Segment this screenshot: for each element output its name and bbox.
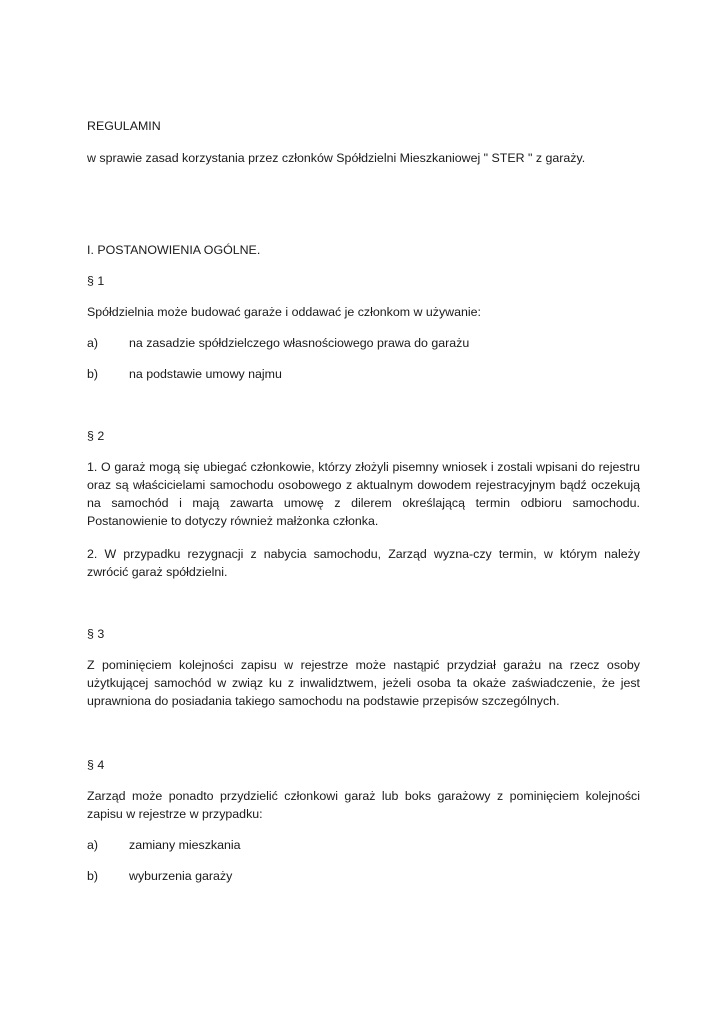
list-marker: b) <box>87 869 99 883</box>
list-item-text: na podstawie umowy najmu <box>129 367 282 381</box>
paragraph-mark-3: § 3 <box>87 627 105 641</box>
list-item-text: zamiany mieszkania <box>129 838 241 852</box>
section-heading: I. POSTANOWIENIA OGÓLNE. <box>87 243 261 257</box>
list-item <box>87 334 469 352</box>
list-item <box>87 836 241 854</box>
list-marker: a) <box>87 838 99 852</box>
list-item <box>87 867 232 885</box>
paragraph-2-point-2: 2. W przypadku rezygnacji z nabycia samochodu, Zarząd wyzna-czy termin, w którym należy zwrócić garaż spółdzielni. <box>87 547 640 579</box>
list-item-text: na zasadzie spółdzielczego własnościowego prawa do garażu <box>129 336 470 350</box>
paragraph-mark-4: § 4 <box>87 758 105 772</box>
paragraph-mark-2: § 2 <box>87 429 105 443</box>
paragraph-1-text: Spółdzielnia może budować garaże i oddawać je członkom w używanie: <box>87 305 481 319</box>
document-title: REGULAMIN <box>87 119 161 133</box>
list-marker: a) <box>87 336 99 350</box>
document-subtitle: w sprawie zasad korzystania przez członków Spółdzielni Mieszkaniowej " STER " z garaży. <box>87 151 586 165</box>
list-item-text: wyburzenia garaży <box>129 869 233 883</box>
paragraph-mark-1: § 1 <box>87 274 105 288</box>
paragraph-2-point-1: 1. O garaż mogą się ubiegać członkowie, którzy złożyli pisemny wniosek i zostali wpisani do rejestru oraz są właścicielami samochodu osobowego z aktualnym dowodem rejestracyjnym bądź oczekują na samochód i mają zawarta umowę z dilerem określającą termin odbioru samochodu. Postanowienie to dotyczy również małżonka członka. <box>87 460 640 528</box>
list-item <box>87 365 282 383</box>
paragraph-4-text: Zarząd może ponadto przydzielić członkowi garaż lub boks garażowy z pominięciem kolejności zapisu w rejestrze w przypadku: <box>87 789 640 821</box>
paragraph-3-text: Z pominięciem kolejności zapisu w rejestrze może nastąpić przydział garażu na rzecz osoby użytkującej samochód w związ ku z inwalidztwem, jeżeli osoba ta okaże zaświadczenie, że jest uprawniona do posiadania takiego samochodu na podstawie przepisów szczególnych. <box>87 658 640 708</box>
list-marker: b) <box>87 367 99 381</box>
